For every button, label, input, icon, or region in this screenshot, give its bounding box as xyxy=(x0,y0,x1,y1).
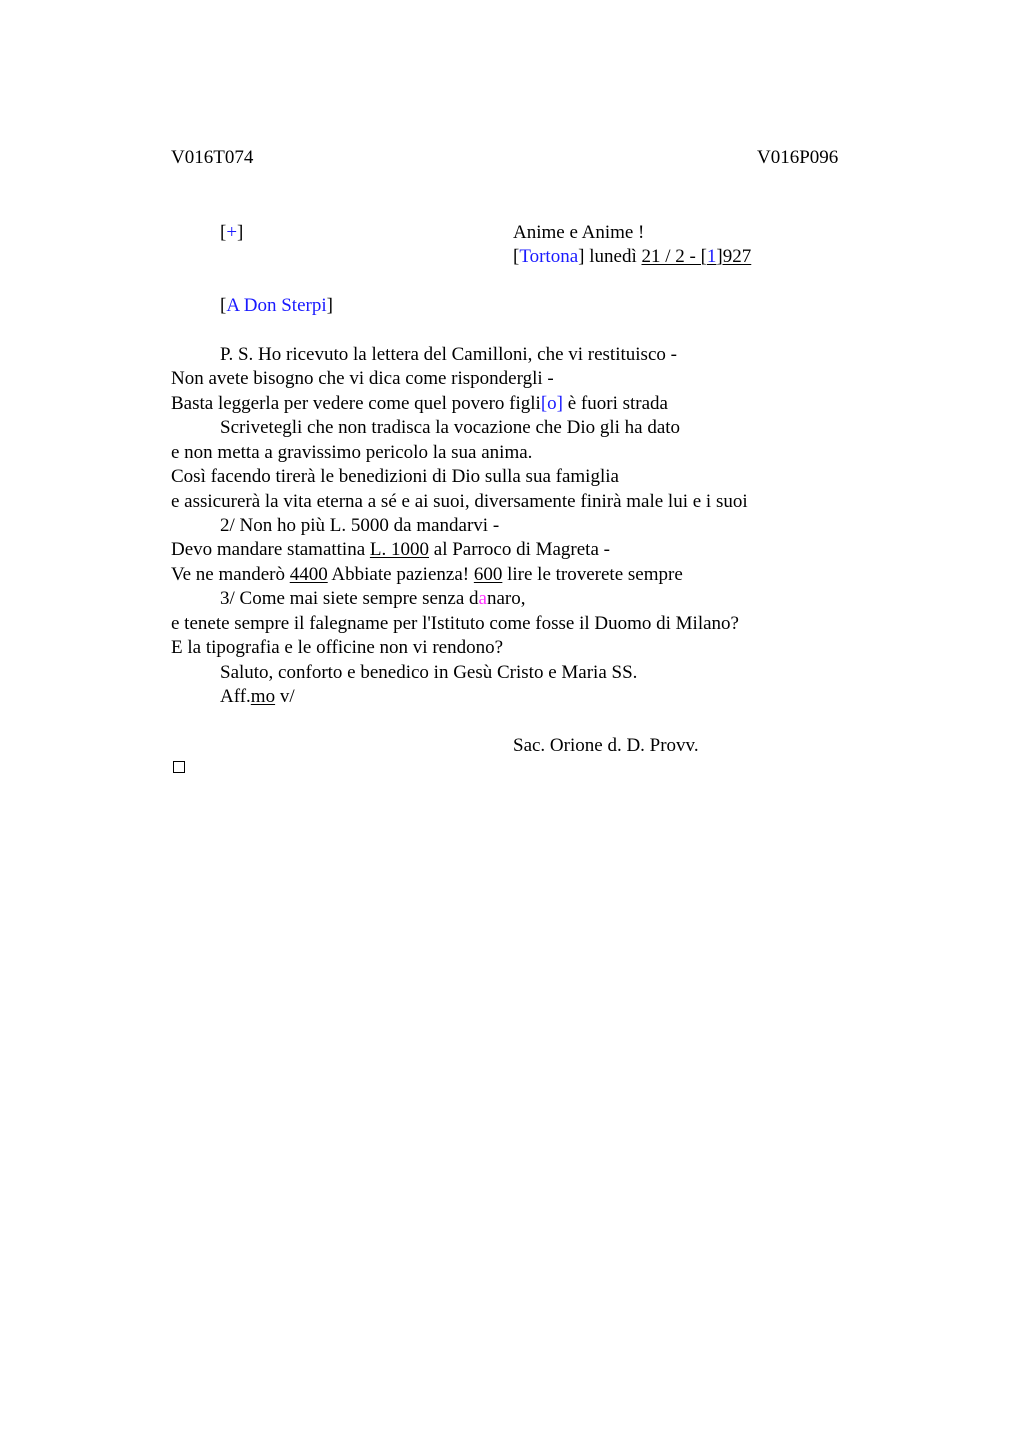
letter-line-5: e non metta a gravissimo pericolo la sua anima. xyxy=(171,442,533,463)
letter-line-12: e tenete sempre il falegname per l'Istituto come fosse il Duomo di Milano? xyxy=(171,613,739,634)
cross-symbol: + xyxy=(226,222,238,243)
date: 21 / 2 - [1]927 xyxy=(641,246,752,267)
amount-underlined: 600 xyxy=(473,564,503,585)
letter-line-13: E la tipografia e le officine non vi rendono? xyxy=(171,637,504,658)
letter-line-1: P. S. Ho ricevuto la lettera del Camilloni, che vi restituisco - xyxy=(220,344,677,365)
letter-line-9: Devo mandare stamattina L. 1000 al Parroco di Magreta - xyxy=(171,539,610,560)
place-name: Tortona xyxy=(519,246,579,267)
recipient: [A Don Sterpi] xyxy=(220,295,333,316)
letter-line-11: 3/ Come mai siete sempre senza danaro, xyxy=(220,588,526,609)
letter-line-10: Ve ne manderò 4400 Abbiate pazienza! 600 lire le troverete sempre xyxy=(171,564,683,585)
letter-closing: Aff.mo v/ xyxy=(220,686,295,707)
letter-line-2: Non avete bisogno che vi dica come rispondergli - xyxy=(171,368,554,389)
signature: Sac. Orione d. D. Provv. xyxy=(513,735,699,756)
amount-underlined: 4400 xyxy=(289,564,328,585)
cross-mark: [+] xyxy=(220,222,244,243)
document-code-left: V016T074 xyxy=(171,147,254,168)
letter-line-7: e assicurerà la vita eterna a sé e ai suoi, diversamente finirà male lui e i suoi xyxy=(171,491,748,512)
letter-line-14: Saluto, conforto e benedico in Gesù Cristo e Maria SS. xyxy=(220,662,638,683)
letter-line-4: Scrivetegli che non tradisca la vocazione che Dio gli ha dato xyxy=(220,417,681,438)
amount-underlined: L. 1000 xyxy=(369,539,430,560)
recipient-name: A Don Sterpi xyxy=(226,295,327,316)
place-date-line: [Tortona] lunedì 21 / 2 - [1]927 xyxy=(513,246,752,267)
motto: Anime e Anime ! xyxy=(513,222,645,243)
letter-line-6: Così facendo tirerà le benedizioni di Dio sulla sua famiglia xyxy=(171,466,619,487)
letter-line-8: 2/ Non ho più L. 5000 da mandarvi - xyxy=(220,515,500,536)
letter-line-3: Basta leggerla per vedere come quel povero figli[o] è fuori strada xyxy=(171,393,668,414)
document-code-right: V016P096 xyxy=(757,147,839,168)
correction-mark: a xyxy=(478,588,487,609)
end-marker-box xyxy=(173,761,185,773)
editorial-insert: [o] xyxy=(540,393,563,414)
